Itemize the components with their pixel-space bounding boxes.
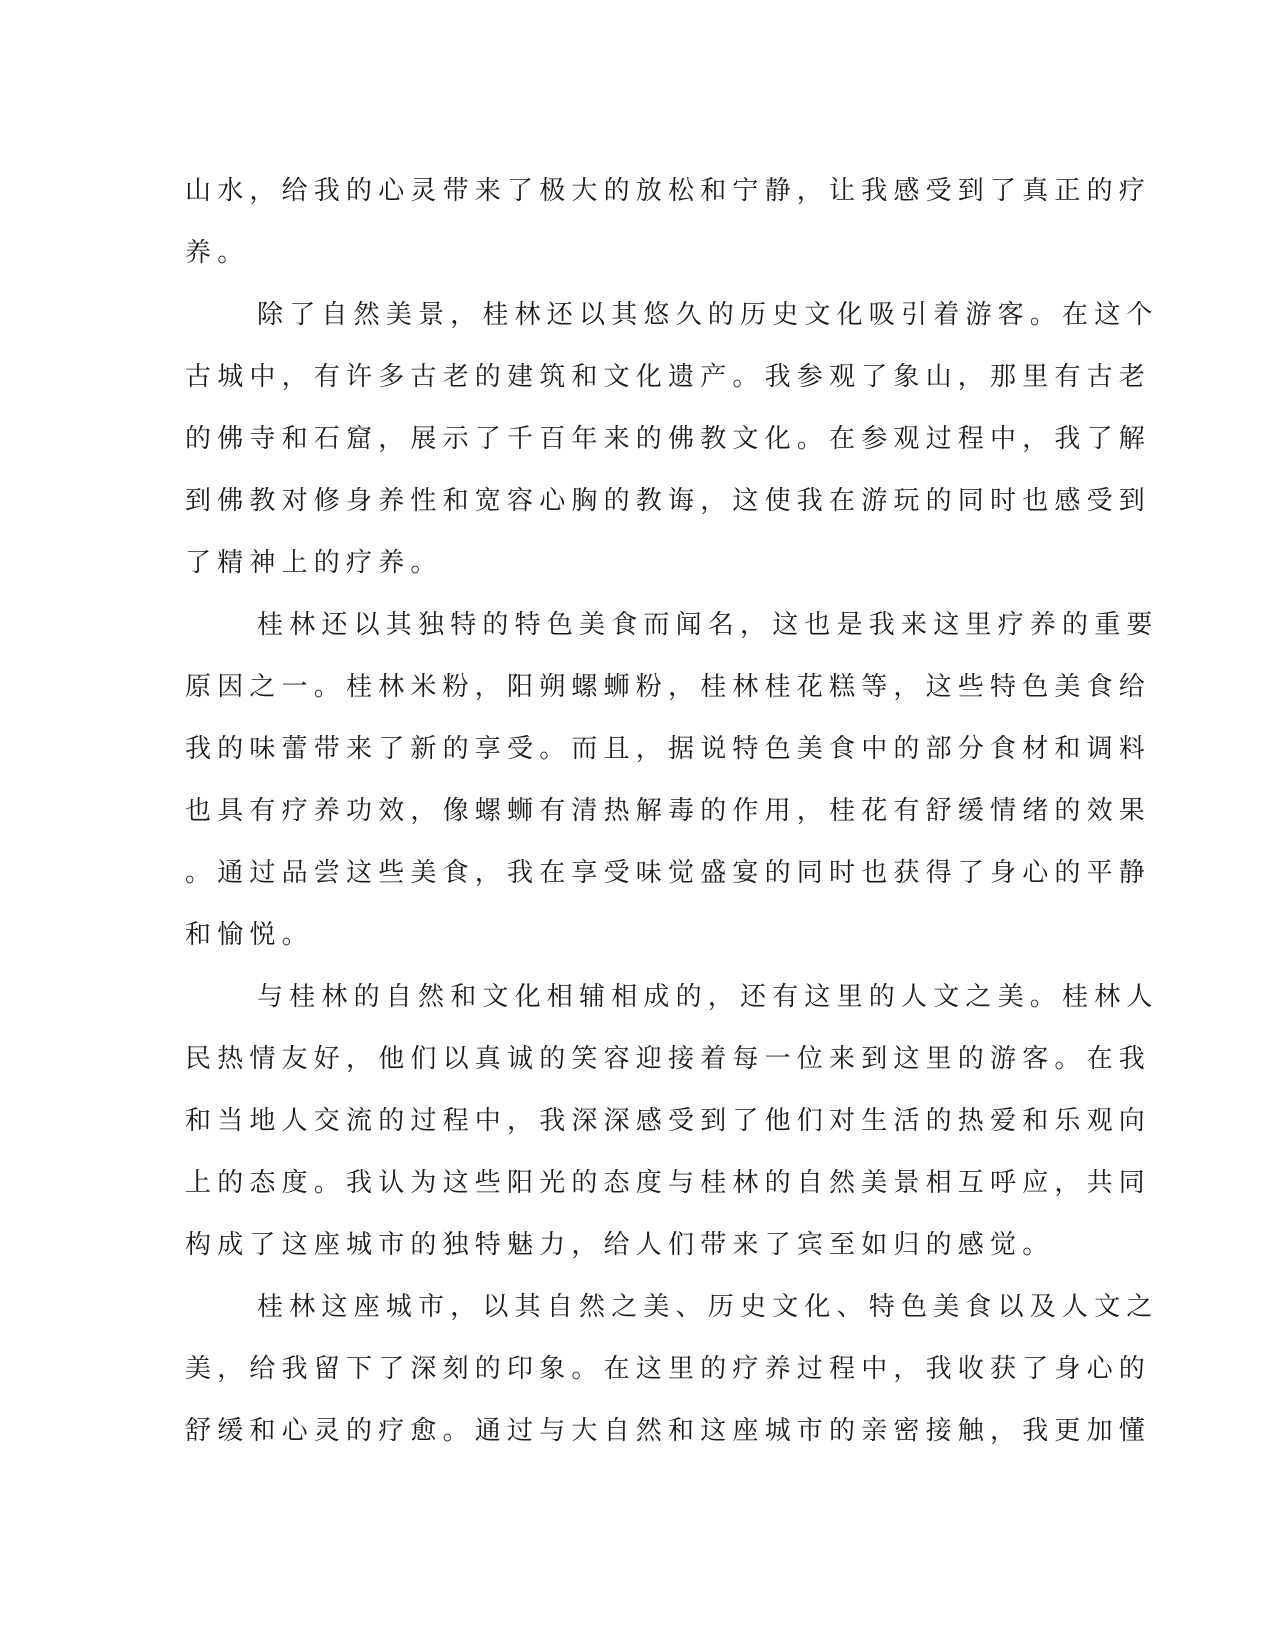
paragraph-line: 和当地人交流的过程中，我深深感受到了他们对生活的热爱和乐观向 (185, 1106, 1152, 1136)
paragraph-5 (185, 1276, 1159, 1462)
document-body (185, 160, 1159, 1462)
paragraph-line: 与桂林的自然和文化相辅相成的，还有这里的人文之美。桂林人 (257, 982, 1159, 1012)
paragraph-line: 舒缓和心灵的疗愈。通过与大自然和这座城市的亲密接触，我更加懂 (185, 1416, 1152, 1446)
paragraph-line: 构成了这座城市的独特魅力，给人们带来了宾至如归的感觉。 (185, 1230, 1055, 1260)
paragraph-line: 的佛寺和石窟，展示了千百年来的佛教文化。在参观过程中，我了解 (185, 424, 1152, 454)
paragraph-line: 桂林还以其独特的特色美食而闻名，这也是我来这里疗养的重要 (257, 610, 1159, 640)
paragraph-line: 美，给我留下了深刻的印象。在这里的疗养过程中，我收获了身心的 (185, 1354, 1152, 1384)
paragraph-line: 也具有疗养功效，像螺蛳有清热解毒的作用，桂花有舒缓情绪的效果 (185, 796, 1152, 826)
paragraph-line: 我的味蕾带来了新的享受。而且，据说特色美食中的部分食材和调料 (185, 734, 1152, 764)
paragraph-3 (185, 594, 1159, 966)
paragraph-line: 和愉悦。 (185, 920, 314, 950)
paragraph-line: 到佛教对修身养性和宽容心胸的教诲，这使我在游玩的同时也感受到 (185, 486, 1152, 516)
paragraph-line: 除了自然美景，桂林还以其悠久的历史文化吸引着游客。在这个 (257, 300, 1159, 330)
paragraph-1 (185, 160, 1152, 284)
paragraph-line: 古城中，有许多古老的建筑和文化遗产。我参观了象山，那里有古老 (185, 362, 1152, 392)
paragraph-line: 山水，给我的心灵带来了极大的放松和宁静，让我感受到了真正的疗 (185, 176, 1152, 206)
paragraph-line: 上的态度。我认为这些阳光的态度与桂林的自然美景相互呼应，共同 (185, 1168, 1152, 1198)
paragraph-line: 桂林这座城市，以其自然之美、历史文化、特色美食以及人文之 (257, 1292, 1159, 1322)
paragraph-line: 。通过品尝这些美食，我在享受味觉盛宴的同时也获得了身心的平静 (185, 858, 1152, 888)
paragraph-line: 原因之一。桂林米粉，阳朔螺蛳粉，桂林桂花糕等，这些特色美食给 (185, 672, 1152, 702)
paragraph-line: 民热情友好，他们以真诚的笑容迎接着每一位来到这里的游客。在我 (185, 1044, 1152, 1074)
paragraph-line: 了精神上的疗养。 (185, 548, 443, 578)
paragraph-line: 养。 (185, 238, 250, 268)
paragraph-4 (185, 966, 1159, 1276)
paragraph-2 (185, 284, 1159, 594)
